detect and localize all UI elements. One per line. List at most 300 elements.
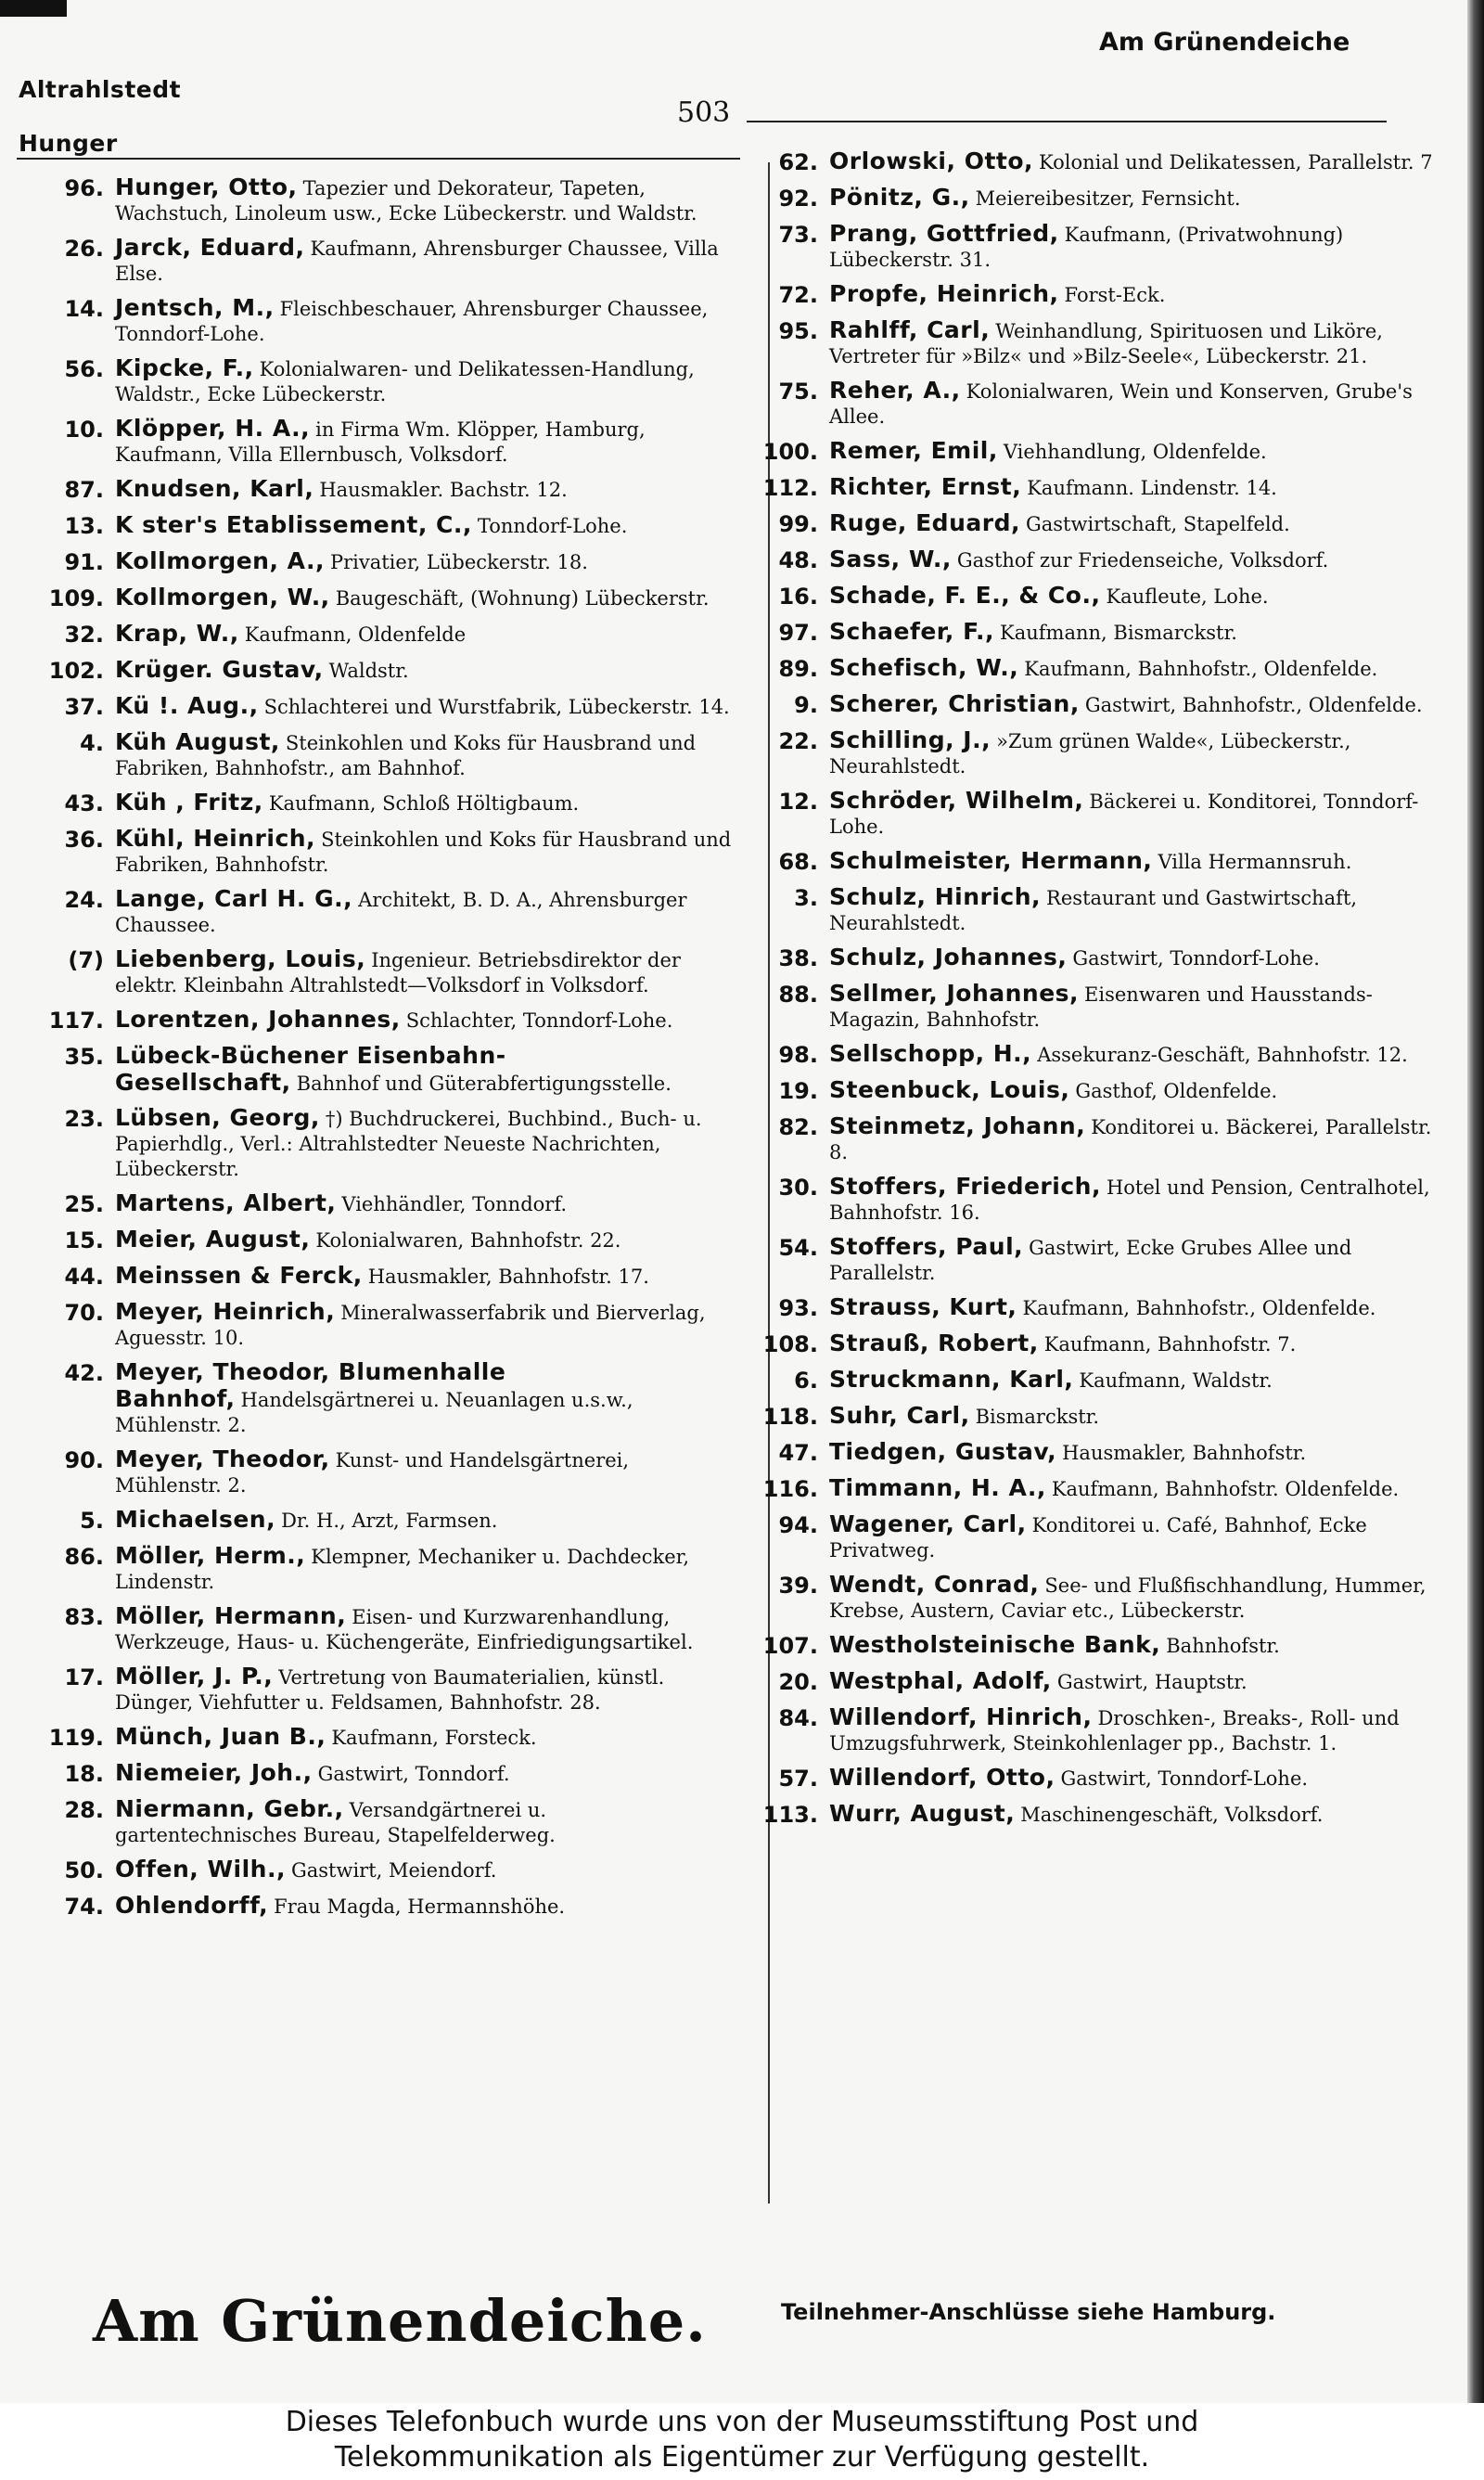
entry-body bbox=[115, 886, 733, 938]
entry-number: 93. bbox=[778, 1295, 818, 1321]
directory-entry bbox=[742, 1294, 1456, 1322]
entry-name: Meyer, Heinrich, bbox=[115, 1298, 336, 1325]
header-first-name: Hunger bbox=[19, 130, 118, 157]
directory-entry bbox=[742, 583, 1456, 610]
entry-name: Richter, Ernst, bbox=[829, 473, 1022, 500]
directory-entry bbox=[28, 621, 733, 649]
entry-number: 86. bbox=[64, 1544, 104, 1570]
entry-number: 19. bbox=[778, 1078, 818, 1104]
directory-entry bbox=[28, 1543, 733, 1595]
entry-body bbox=[829, 848, 1456, 875]
directory-entry bbox=[28, 416, 733, 468]
entry-body bbox=[829, 1511, 1456, 1563]
directory-entry bbox=[742, 1041, 1456, 1069]
page-number: 503 bbox=[677, 96, 731, 129]
entry-number: 112. bbox=[762, 475, 818, 501]
entry-number: 42. bbox=[64, 1360, 104, 1386]
entry-body bbox=[829, 1403, 1456, 1430]
entry-number: 118. bbox=[762, 1404, 818, 1430]
entry-number: 26. bbox=[64, 236, 104, 262]
entry-name: Willendorf, Otto, bbox=[829, 1764, 1055, 1791]
entry-body bbox=[829, 583, 1456, 610]
directory-entry bbox=[28, 1263, 733, 1291]
entry-name: Münch, Juan B., bbox=[115, 1723, 326, 1750]
entry-number: 32. bbox=[64, 622, 104, 648]
entry-name: Propfe, Heinrich, bbox=[829, 280, 1059, 307]
section-title: Am Grünendeiche. bbox=[93, 2287, 707, 2355]
entry-name: Wagener, Carl, bbox=[829, 1510, 1027, 1537]
directory-entry bbox=[742, 1632, 1456, 1660]
entry-number: 75. bbox=[778, 379, 818, 405]
directory-entry bbox=[28, 1446, 733, 1498]
entry-name: Struckmann, Karl, bbox=[829, 1366, 1074, 1393]
entry-name: Schilling, J., bbox=[829, 726, 991, 753]
entry-number: 107. bbox=[762, 1633, 818, 1659]
entry-number: 37. bbox=[64, 694, 104, 720]
directory-entry bbox=[742, 1765, 1456, 1793]
directory-entry bbox=[28, 1105, 733, 1182]
entry-name: Meinssen & Ferck, bbox=[115, 1262, 363, 1289]
entry-number: 109. bbox=[48, 585, 104, 611]
directory-entry bbox=[28, 1007, 733, 1034]
directory-entry bbox=[742, 281, 1456, 309]
entry-name: Steenbuck, Louis, bbox=[829, 1076, 1070, 1103]
directory-entry bbox=[742, 317, 1456, 369]
entry-name: Schefisch, W., bbox=[829, 654, 1019, 681]
directory-entry bbox=[28, 1299, 733, 1351]
entry-number: 38. bbox=[778, 945, 818, 971]
entry-name: Tiedgen, Gustav, bbox=[829, 1438, 1057, 1465]
directory-entry bbox=[28, 295, 733, 347]
entry-body bbox=[115, 235, 733, 287]
entry-body bbox=[115, 174, 733, 226]
entry-name: Schade, F. E., & Co., bbox=[829, 582, 1101, 609]
entry-description: Vertretung von Baumaterialien, künstl. Dünger, Viehfutter u. Feldsamen, Bahnhofstr. 28. bbox=[115, 1666, 665, 1714]
entry-name: Wendt, Conrad, bbox=[829, 1571, 1040, 1598]
section-note: Teilnehmer-Anschlüsse siehe Hamburg. bbox=[781, 2299, 1276, 2325]
directory-entry bbox=[742, 619, 1456, 647]
entry-number: 100. bbox=[762, 439, 818, 465]
entry-number: 95. bbox=[778, 318, 818, 344]
directory-entry bbox=[742, 221, 1456, 273]
entry-body bbox=[829, 1041, 1456, 1068]
entry-number: 28. bbox=[64, 1797, 104, 1823]
entry-body bbox=[115, 1227, 733, 1253]
entry-name: Schulz, Hinrich, bbox=[829, 883, 1042, 910]
directory-entry bbox=[742, 944, 1456, 972]
entry-body bbox=[115, 548, 733, 575]
entry-body bbox=[115, 1724, 733, 1751]
entry-number: 39. bbox=[778, 1573, 818, 1599]
right-column bbox=[742, 148, 1456, 1837]
entry-description: Restaurant und Gastwirtschaft, Neurahlstedt. bbox=[829, 887, 1358, 934]
directory-entry bbox=[28, 174, 733, 226]
header-rule-left bbox=[17, 158, 740, 160]
entry-number: 24. bbox=[64, 887, 104, 913]
entry-description: Kunst- und Handelsgärtnerei, Mühlenstr. 2. bbox=[115, 1449, 630, 1497]
entry-description: Hausmakler. Bachstr. 12. bbox=[319, 479, 568, 501]
directory-entry bbox=[742, 1174, 1456, 1226]
entry-body bbox=[115, 693, 733, 720]
entry-description: Gastwirt, Tonndorf-Lohe. bbox=[1060, 1767, 1309, 1790]
entry-description: Kolonial und Delikatessen, Parallelstr. 7 bbox=[1039, 151, 1433, 173]
entry-number: 54. bbox=[778, 1235, 818, 1261]
directory-entry bbox=[742, 546, 1456, 574]
entry-body bbox=[829, 438, 1456, 465]
entry-number: 17. bbox=[64, 1664, 104, 1690]
entry-number: 83. bbox=[64, 1604, 104, 1630]
entry-number: 3. bbox=[794, 885, 818, 911]
entry-name: Ohlendorff, bbox=[115, 1892, 269, 1919]
entry-description: Eisenwaren und Hausstands-Magazin, Bahnhofstr. bbox=[829, 983, 1373, 1031]
directory-entry bbox=[742, 1511, 1456, 1563]
entry-description: Hotel und Pension, Centralhotel, Bahnhofstr. 16. bbox=[829, 1176, 1430, 1224]
entry-number: 30. bbox=[778, 1175, 818, 1201]
entry-number: 62. bbox=[778, 149, 818, 175]
entry-name: Steinmetz, Johann, bbox=[829, 1112, 1086, 1139]
header-rule-right bbox=[747, 121, 1387, 122]
entry-body bbox=[115, 585, 733, 611]
entry-body bbox=[829, 378, 1456, 430]
entry-body bbox=[115, 1664, 733, 1715]
entry-number: 98. bbox=[778, 1042, 818, 1068]
header-place: Altrahlstedt bbox=[19, 76, 182, 103]
entry-number: 119. bbox=[48, 1725, 104, 1751]
entry-body bbox=[829, 655, 1456, 682]
entry-body bbox=[829, 1234, 1456, 1286]
entry-name: Westholsteinische Bank, bbox=[829, 1631, 1161, 1658]
entry-name: Jentsch, M., bbox=[115, 294, 275, 321]
entry-body bbox=[115, 621, 733, 648]
entry-number: 23. bbox=[64, 1106, 104, 1132]
entry-number: 102. bbox=[48, 658, 104, 684]
entry-description: Kaufmann, Bahnhofstr. Oldenfelde. bbox=[1051, 1478, 1400, 1500]
entry-description: Bismarckstr. bbox=[975, 1406, 1100, 1428]
entry-body bbox=[829, 1704, 1456, 1756]
entry-name: Sass, W., bbox=[829, 546, 952, 572]
entry-name: Offen, Wilh., bbox=[115, 1856, 286, 1882]
entry-body bbox=[829, 1077, 1456, 1104]
entry-body bbox=[829, 1632, 1456, 1659]
banner-line-2: Telekommunikation als Eigentümer zur Verfügung gestellt. bbox=[334, 2441, 1150, 2474]
entry-description: Viehhandlung, Oldenfelde. bbox=[1003, 441, 1267, 463]
entry-description: Bahnhofstr. bbox=[1166, 1635, 1280, 1657]
entry-number: 4. bbox=[80, 730, 104, 756]
entry-name: Krüger. Gustav, bbox=[115, 656, 324, 683]
entry-body bbox=[829, 474, 1456, 501]
directory-entry bbox=[28, 693, 733, 721]
entry-name: Kollmorgen, W., bbox=[115, 584, 330, 610]
entry-description: Villa Hermannsruh. bbox=[1158, 851, 1352, 873]
entry-body bbox=[115, 295, 733, 347]
entry-description: Kaufmann, Bahnhofstr., Oldenfelde. bbox=[1022, 1297, 1376, 1319]
entry-number: 70. bbox=[64, 1300, 104, 1326]
directory-entry bbox=[742, 1572, 1456, 1624]
directory-entry bbox=[742, 1077, 1456, 1105]
directory-entry bbox=[28, 1724, 733, 1752]
directory-entry bbox=[28, 1359, 733, 1438]
entry-body bbox=[115, 826, 733, 878]
directory-entry bbox=[28, 826, 733, 878]
directory-entry bbox=[28, 585, 733, 612]
entry-name: Sellschopp, H., bbox=[829, 1040, 1032, 1067]
entry-body bbox=[829, 944, 1456, 971]
entry-number: 25. bbox=[64, 1191, 104, 1217]
directory-entry bbox=[742, 1475, 1456, 1503]
entry-number: 13. bbox=[64, 513, 104, 539]
entry-number: 94. bbox=[778, 1512, 818, 1538]
entry-number: 16. bbox=[778, 584, 818, 610]
entry-description: Assekuranz-Geschäft, Bahnhofstr. 12. bbox=[1037, 1044, 1408, 1066]
entry-body bbox=[829, 185, 1456, 212]
entry-description: Steinkohlen und Koks für Hausbrand und Fabriken, Bahnhofstr., am Bahnhof. bbox=[115, 732, 697, 779]
entry-description: Kaufmann, (Privatwohnung) Lübeckerstr. 31. bbox=[829, 224, 1344, 271]
entry-description: Versandgärtnerei u. gartentechnisches Bureau, Stapelfelderweg. bbox=[115, 1799, 556, 1846]
entry-description: Ingenieur. Betriebsdirektor der elektr. Kleinbahn Altrahlstedt—Volksdorf in Volksdorf. bbox=[115, 949, 681, 996]
entry-name: Liebenberg, Louis, bbox=[115, 945, 366, 972]
entry-number: 73. bbox=[778, 222, 818, 248]
entry-description: Architekt, B. D. A., Ahrensburger Chaussee. bbox=[115, 889, 687, 936]
directory-entry bbox=[742, 1801, 1456, 1829]
entry-body bbox=[829, 148, 1456, 175]
entry-description: Frau Magda, Hermannshöhe. bbox=[274, 1895, 566, 1918]
entry-description: Gastwirt, Ecke Grubes Allee und Parallelstr. bbox=[829, 1237, 1352, 1284]
entry-number: 97. bbox=[778, 620, 818, 646]
entry-name: Lübeck-Büchener Eisenbahn-Gesellschaft, bbox=[115, 1042, 506, 1096]
directory-entry bbox=[742, 788, 1456, 840]
entry-description: Kolonialwaren- und Delikatessen-Handlung, Waldstr., Ecke Lübeckerstr. bbox=[115, 358, 695, 405]
entry-body bbox=[115, 355, 733, 407]
entry-description: Kolonialwaren, Bahnhofstr. 22. bbox=[315, 1229, 621, 1252]
entry-body bbox=[829, 1294, 1456, 1321]
entry-number: 99. bbox=[778, 511, 818, 537]
entry-description: Kaufmann, Bahnhofstr., Oldenfelde. bbox=[1024, 658, 1378, 680]
entry-body bbox=[829, 1475, 1456, 1502]
directory-entry bbox=[742, 1668, 1456, 1696]
entry-name: Lorentzen, Johannes, bbox=[115, 1006, 401, 1033]
directory-entry bbox=[742, 981, 1456, 1033]
entry-body bbox=[115, 1043, 733, 1097]
entry-description: †) Buchdruckerei, Buchbind., Buch- u. Papierhdlg., Verl.: Altrahlstedter Neueste Nachrichten, Lübeckerstr. bbox=[115, 1108, 702, 1180]
directory-entry bbox=[742, 1403, 1456, 1431]
entry-body bbox=[829, 1439, 1456, 1466]
entry-body bbox=[115, 1893, 733, 1920]
entry-body bbox=[115, 476, 733, 503]
entry-number: 92. bbox=[778, 186, 818, 212]
directory-entry bbox=[742, 185, 1456, 212]
entry-name: Ruge, Eduard, bbox=[829, 509, 1020, 536]
entry-description: Tonndorf-Lohe. bbox=[477, 515, 628, 537]
entry-body bbox=[115, 1359, 733, 1438]
entry-body bbox=[115, 1007, 733, 1034]
entry-name: Lübsen, Georg, bbox=[115, 1104, 320, 1131]
directory-entry bbox=[28, 355, 733, 407]
directory-entry bbox=[742, 148, 1456, 176]
entry-description: Schlachterei und Wurstfabrik, Lübeckerstr. 14. bbox=[263, 696, 730, 718]
entry-number: 88. bbox=[778, 982, 818, 1008]
entry-description: Kaufmann, Oldenfelde bbox=[244, 623, 467, 646]
entry-name: Meier, August, bbox=[115, 1226, 311, 1253]
entry-name: Lange, Carl H. G., bbox=[115, 885, 353, 912]
entry-name: Sellmer, Johannes, bbox=[829, 980, 1080, 1007]
entry-description: Kolonialwaren, Wein und Konserven, Grube's Allee. bbox=[829, 380, 1413, 428]
entry-body bbox=[115, 512, 733, 539]
entry-number: 84. bbox=[778, 1705, 818, 1731]
entry-name: Möller, Herm., bbox=[115, 1542, 306, 1569]
entry-description: Tapezier und Dekorateur, Tapeten, Wachstuch, Linoleum usw., Ecke Lübeckerstr. und Waldstr. bbox=[115, 177, 697, 225]
directory-entry bbox=[28, 1603, 733, 1655]
entry-number: 57. bbox=[778, 1766, 818, 1792]
directory-entry bbox=[28, 1664, 733, 1715]
entry-name: Michaelsen, bbox=[115, 1506, 276, 1533]
entry-number: 90. bbox=[64, 1447, 104, 1473]
directory-entry bbox=[742, 1439, 1456, 1467]
directory-entry bbox=[28, 657, 733, 685]
directory-entry bbox=[28, 729, 733, 781]
directory-entry bbox=[742, 1367, 1456, 1394]
entry-body bbox=[829, 510, 1456, 537]
entry-description: Kaufmann, Schloß Höltigbaum. bbox=[268, 792, 580, 815]
directory-entry bbox=[28, 1227, 733, 1254]
entry-name: Krap, W., bbox=[115, 620, 239, 647]
entry-name: Knudsen, Karl, bbox=[115, 475, 314, 502]
entry-body bbox=[115, 1796, 733, 1848]
entry-name: K ster's Etablissement, C., bbox=[115, 511, 472, 538]
entry-body bbox=[829, 884, 1456, 936]
directory-entry bbox=[28, 946, 733, 998]
entry-number: 68. bbox=[778, 849, 818, 875]
entry-number: 113. bbox=[762, 1802, 818, 1828]
banner-line-1: Dieses Telefonbuch wurde uns von der Museumsstiftung Post und bbox=[285, 2406, 1199, 2438]
left-column bbox=[28, 174, 733, 1929]
entry-description: Gastwirt, Bahnhofstr., Oldenfelde. bbox=[1084, 694, 1423, 716]
entry-name: Suhr, Carl, bbox=[829, 1402, 970, 1429]
entry-body bbox=[829, 1572, 1456, 1624]
entry-body bbox=[829, 619, 1456, 646]
entry-name: Stoffers, Paul, bbox=[829, 1233, 1024, 1260]
entry-description: Baugeschäft, (Wohnung) Lübeckerstr. bbox=[335, 587, 710, 610]
entry-description: Steinkohlen und Koks für Hausbrand und Fabriken, Bahnhofstr. bbox=[115, 829, 732, 876]
entry-number: 96. bbox=[64, 175, 104, 201]
entry-number: 89. bbox=[778, 656, 818, 682]
entry-description: Bäckerei u. Konditorei, Tonndorf-Lohe. bbox=[829, 790, 1419, 838]
entry-body bbox=[115, 790, 733, 816]
entry-name: Wurr, August, bbox=[829, 1800, 1016, 1827]
entry-body bbox=[829, 788, 1456, 840]
entry-name: Prang, Gottfried, bbox=[829, 220, 1059, 247]
directory-entry bbox=[742, 1113, 1456, 1165]
ownership-banner bbox=[0, 2403, 1484, 2480]
entry-name: Scherer, Christian, bbox=[829, 690, 1080, 717]
entry-body bbox=[829, 981, 1456, 1033]
directory-entry bbox=[28, 1190, 733, 1218]
entry-description: Kaufmann, Forsteck. bbox=[331, 1727, 537, 1749]
directory-entry bbox=[28, 1857, 733, 1884]
entry-number: 56. bbox=[64, 356, 104, 382]
entry-description: Viehhändler, Tonndorf. bbox=[341, 1193, 568, 1215]
entry-body bbox=[115, 1263, 733, 1290]
entry-number: 10. bbox=[64, 417, 104, 443]
entry-number: 87. bbox=[64, 477, 104, 503]
entry-body bbox=[829, 1668, 1456, 1695]
entry-description: See- und Flußfischhandlung, Hummer, Krebse, Austern, Caviar etc., Lübeckerstr. bbox=[829, 1574, 1426, 1622]
entry-description: Konditorei u. Bäckerei, Parallelstr. 8. bbox=[829, 1116, 1432, 1163]
entry-name: Stoffers, Friederich, bbox=[829, 1173, 1101, 1200]
entry-body bbox=[829, 1330, 1456, 1357]
entry-description: Eisen- und Kurzwarenhandlung, Werkzeuge, Haus- u. Küchengeräte, Einfriedigungsartikel. bbox=[115, 1606, 694, 1653]
entry-number: 9. bbox=[794, 692, 818, 718]
entry-description: Kaufleute, Lohe. bbox=[1106, 585, 1269, 608]
entry-number: (7) bbox=[68, 947, 104, 973]
entry-description: Forst-Eck. bbox=[1064, 284, 1166, 306]
entry-description: Fleischbeschauer, Ahrensburger Chaussee, Tonndorf-Lohe. bbox=[115, 298, 709, 345]
entry-description: Klempner, Mechaniker u. Dachdecker, Lindenstr. bbox=[115, 1546, 690, 1593]
entry-name: Willendorf, Hinrich, bbox=[829, 1703, 1093, 1730]
directory-entry bbox=[742, 691, 1456, 719]
directory-entry bbox=[28, 1043, 733, 1097]
directory-entry bbox=[742, 727, 1456, 779]
entry-name: Reher, A., bbox=[829, 377, 961, 404]
entry-name: Strauss, Kurt, bbox=[829, 1293, 1017, 1320]
entry-body bbox=[829, 691, 1456, 718]
entry-description: Konditorei u. Café, Bahnhof, Ecke Privatweg. bbox=[829, 1514, 1367, 1561]
entry-name: Kollmorgen, A., bbox=[115, 547, 325, 574]
entry-name: Kipcke, F., bbox=[115, 354, 254, 381]
entry-number: 82. bbox=[778, 1114, 818, 1140]
entry-body bbox=[115, 1190, 733, 1217]
entry-number: 47. bbox=[778, 1440, 818, 1466]
entry-body bbox=[829, 1801, 1456, 1828]
entry-body bbox=[829, 1367, 1456, 1394]
directory-entry bbox=[28, 1760, 733, 1788]
entry-body bbox=[829, 546, 1456, 573]
entry-number: 35. bbox=[64, 1044, 104, 1070]
entry-name: Kühl, Heinrich, bbox=[115, 825, 316, 852]
entry-description: Handelsgärtnerei u. Neuanlagen u.s.w., Mühlenstr. 2. bbox=[115, 1389, 633, 1436]
entry-name: Möller, Hermann, bbox=[115, 1602, 347, 1629]
entry-body bbox=[829, 727, 1456, 779]
entry-description: Gasthof zur Friedenseiche, Volksdorf. bbox=[956, 549, 1329, 572]
entry-number: 20. bbox=[778, 1669, 818, 1695]
entry-name: Strauß, Robert, bbox=[829, 1330, 1039, 1356]
entry-number: 6. bbox=[794, 1368, 818, 1394]
directory-entry bbox=[742, 510, 1456, 538]
entry-number: 44. bbox=[64, 1264, 104, 1290]
entry-body bbox=[829, 221, 1456, 273]
scan-edge-shadow bbox=[1467, 0, 1484, 2403]
entry-name: Westphal, Adolf, bbox=[829, 1667, 1052, 1694]
entry-description: Kaufmann, Bahnhofstr. 7. bbox=[1043, 1333, 1297, 1356]
entry-number: 36. bbox=[64, 827, 104, 853]
directory-entry bbox=[28, 1507, 733, 1535]
entry-body bbox=[829, 1113, 1456, 1165]
entry-number: 48. bbox=[778, 547, 818, 573]
entry-body bbox=[115, 1299, 733, 1351]
entry-name: Küh August, bbox=[115, 728, 280, 755]
directory-entry bbox=[28, 235, 733, 287]
entry-body bbox=[115, 729, 733, 781]
entry-name: Timmann, H. A., bbox=[829, 1474, 1046, 1501]
directory-entry bbox=[742, 474, 1456, 502]
entry-number: 43. bbox=[64, 790, 104, 816]
entry-body bbox=[115, 1507, 733, 1534]
entry-name: Pönitz, G., bbox=[829, 184, 970, 211]
entry-name: Niermann, Gebr., bbox=[115, 1795, 344, 1822]
entry-description: Kaufmann, Bismarckstr. bbox=[1000, 622, 1237, 644]
scan-corner-mark bbox=[0, 0, 67, 17]
entry-body bbox=[115, 1760, 733, 1787]
entry-description: Mineralwasserfabrik und Bierverlag, Aguesstr. 10. bbox=[115, 1302, 706, 1349]
